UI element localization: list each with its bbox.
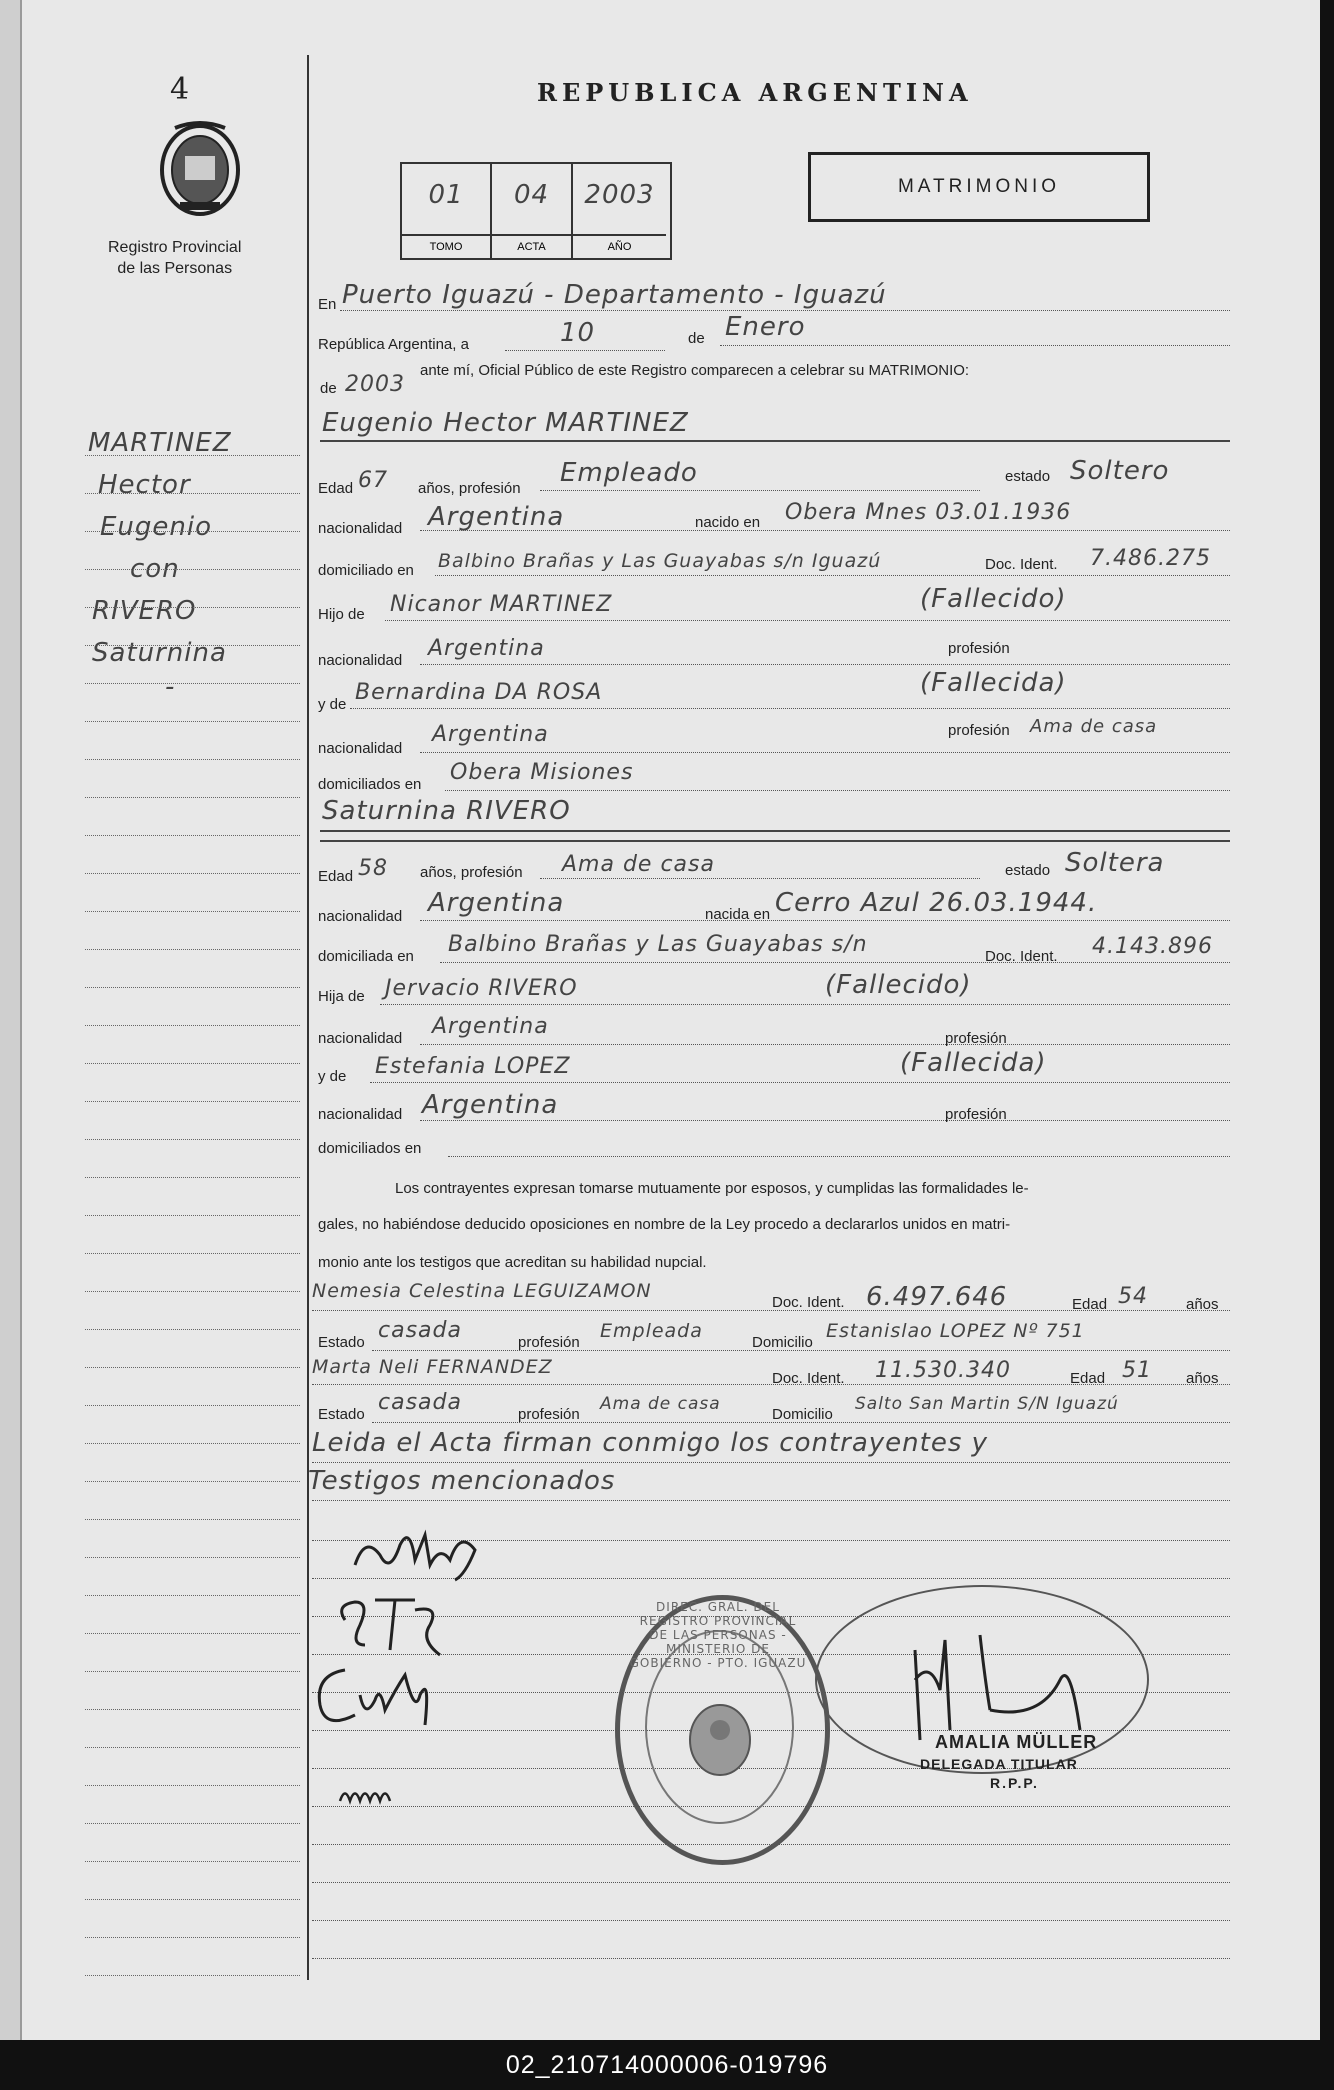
anio-value: 2003 [584,180,655,210]
tomo-label: TOMO [402,234,490,258]
tomo-cell [402,164,492,258]
margin-rule [85,1481,300,1482]
margin-rule [85,1215,300,1216]
margin-rule [85,683,300,684]
witness1-address: Estanislao LOPEZ Nº 751 [826,1320,1085,1342]
margin-rule [85,645,300,646]
rule [540,490,980,491]
edad-label: Edad [1072,1296,1108,1313]
groom-doc: 7.486.275 [1090,546,1211,571]
stamp-emblem-icon [680,1700,760,1780]
profesion-label: profesión [945,1030,1007,1047]
registry-name [108,237,241,279]
month-value: Enero [725,312,806,342]
profesion-label: profesión [518,1334,580,1351]
margin-rule [85,1747,300,1748]
body-rule [312,1882,1230,1883]
republica-label: República Argentina, a [318,336,469,353]
groom-name: Eugenio Hector MARTINEZ [322,408,689,438]
groom-father: Nicanor MARTINEZ [390,592,613,617]
country-title: REPUBLICA ARGENTINA [537,78,973,107]
witness2-signature [335,1770,405,1816]
rule [420,530,1230,531]
rule [540,878,980,879]
declaration-line-2: gales, no habiéndose deducido oposiciones en nombre de la Ley procedo a declararlos unidos en matri- [318,1216,1011,1233]
margin-divider [307,55,309,1980]
margin-rule [85,911,300,912]
coat-of-arms-icon [155,118,245,218]
tomo-value: 01 [428,180,464,210]
rule [505,350,665,351]
en-label: En [318,296,337,313]
margin-rule [85,721,300,722]
profesion-label: profesión [948,640,1010,657]
rule [720,345,1230,346]
margin-rule [85,797,300,798]
bride-mother-nationality: Argentina [422,1090,559,1120]
groom-age: 67 [358,468,388,493]
witness2-age: 51 [1122,1358,1152,1383]
nacionalidad-label: nacionalidad [318,652,403,669]
witness1-age: 54 [1118,1284,1148,1309]
groom-profession: Empleado [560,458,698,488]
profesion-label: profesión [518,1406,580,1423]
groom-birth: Obera Mnes 03.01.1936 [785,500,1072,525]
anio-cell [573,164,666,258]
witness1-signature [310,1655,440,1745]
de-label: de [688,330,705,347]
domicilio-label: Domicilio [752,1334,813,1351]
margin-note: Hector [98,470,191,500]
margin-rule [85,1709,300,1710]
witness2-doc: 11.530.340 [875,1358,1011,1383]
bride-profession: Ama de casa [562,852,715,877]
bride-mother-status: (Fallecida) [900,1048,1047,1078]
margin-rule [85,1063,300,1064]
margin-rule [85,949,300,950]
bride-address: Balbino Brañas y Las Guayabas s/n [448,932,868,957]
rule [312,1462,1230,1463]
margin-rule [85,1329,300,1330]
hijo-label: Hijo de [318,606,365,623]
groom-mother-nationality: Argentina [432,722,549,747]
nacionalidad-label: nacionalidad [318,908,403,925]
margin-rule [85,1101,300,1102]
nacionalidad-label: nacionalidad [318,1106,403,1123]
anos-label: años [1186,1370,1219,1387]
margin-rule [85,1177,300,1178]
groom-mother-profession: Ama de casa [1030,716,1158,737]
witness2-estado: casada [378,1390,462,1415]
rule [350,708,1230,709]
domiciliada-label: domiciliada en [318,948,414,965]
bride-name: Saturnina RIVERO [322,796,571,826]
anio-label: AÑO [573,234,666,258]
margin-rule [85,531,300,532]
margin-note: con [130,554,180,584]
domiciliado-label: domiciliado en [318,562,414,579]
declaration-line-1: Los contrayentes expresan tomarse mutuamente por esposos, y cumplidas las formalidades le- [395,1180,1029,1197]
act-type-label: MATRIMONIO [897,176,1061,197]
bride-father: Jervacio RIVERO [385,976,578,1001]
groom-address: Balbino Brañas y Las Guayabas s/n Iguazú [438,550,882,572]
witness2-profession: Ama de casa [600,1394,721,1414]
margin-rule [85,987,300,988]
margin-note: - [165,672,176,702]
officer-title: DELEGADA TITULAR [920,1756,1078,1772]
groom-estado: Soltero [1070,456,1170,486]
body-rule [312,1958,1230,1959]
margin-note: Eugenio [100,512,213,542]
groom-father-status: (Fallecido) [920,584,1067,614]
nacionalidad-label: nacionalidad [318,740,403,757]
margin-note: RIVERO [92,596,197,626]
groom-signature [345,1515,495,1595]
witness1-doc: 6.497.646 [866,1282,1008,1312]
rule [420,1120,1230,1121]
margin-rule [85,835,300,836]
witness1-profession: Empleada [600,1320,703,1342]
officer-name: AMALIA MÜLLER [935,1732,1098,1752]
anos-profesion-label: años, profesión [418,480,521,497]
doc-label: Doc. Ident. [985,556,1058,573]
rule [312,1384,1230,1385]
rule [420,1044,1230,1045]
groom-parents-address: Obera Misiones [450,760,634,785]
year-prefix: de [320,380,337,397]
profesion-label: profesión [945,1106,1007,1123]
witness1-estado: casada [378,1318,462,1343]
estado-label: Estado [318,1406,365,1423]
bride-father-nationality: Argentina [432,1014,549,1039]
rule [380,1004,1230,1005]
margin-rule [85,1595,300,1596]
groom-father-nationality: Argentina [428,636,545,661]
witness2-name: Marta Neli FERNANDEZ [312,1356,553,1378]
y-de-label: y de [318,696,347,713]
edad-label: Edad [318,868,354,885]
margin-rule [85,1139,300,1140]
margin-rule [85,1823,300,1824]
margin-rule [85,1291,300,1292]
officer-org: R.P.P. [990,1775,1039,1791]
estado-label: Estado [318,1334,365,1351]
rule [312,1310,1230,1311]
domiciliados-label: domiciliados en [318,1140,422,1157]
day-value: 10 [560,318,596,348]
page-number: 4 [170,72,190,107]
place-value: Puerto Iguazú - Departamento - Iguazú [342,280,887,310]
rule [320,440,1230,442]
registry-line-1: Registro Provincial [108,239,242,256]
rule [420,920,1230,921]
margin-rule [85,1671,300,1672]
margin-rule [85,873,300,874]
margin-rule [85,759,300,760]
closing-line-1: Leida el Acta firman conmigo los contrayentes y [312,1428,989,1458]
margin-rule [85,607,300,608]
bride-age: 58 [358,856,388,881]
registry-line-2: de las Personas [117,260,233,277]
rule [385,620,1230,621]
rule [440,962,1230,963]
bride-nationality: Argentina [428,888,565,918]
doc-label: Doc. Ident. [772,1370,845,1387]
margin-note: MARTINEZ [88,428,232,458]
doc-label: Doc. Ident. [772,1294,845,1311]
tomo-acta-box [400,162,672,260]
edad-label: Edad [318,480,354,497]
rule [445,790,1230,791]
groom-mother: Bernardina DA ROSA [355,680,603,705]
nacida-label: nacida en [705,906,771,923]
doc-label: Doc. Ident. [985,948,1058,965]
margin-rule [85,1937,300,1938]
round-stamp-text: DIREC. GRAL. DEL REGISTRO PROVINCIAL DE LAS PERSONAS - MINISTERIO DE GOBIERNO - PTO. IGUAZU [629,1600,807,1670]
estado-label: estado [1005,468,1051,485]
bride-doc: 4.143.896 [1092,934,1213,959]
rule [340,310,1230,311]
rule [370,1082,1230,1083]
margin-rule [85,1443,300,1444]
rule [312,1500,1230,1501]
estado-label: estado [1005,862,1051,879]
anos-label: años [1186,1296,1219,1313]
bride-estado: Soltera [1065,848,1165,878]
body-rule [312,1920,1230,1921]
rule [420,664,1230,665]
binder-edge [0,0,22,2040]
groom-mother-status: (Fallecida) [920,668,1067,698]
domiciliados-label: domiciliados en [318,776,422,793]
rule [435,575,1230,576]
margin-rule [85,493,300,494]
acta-cell [492,164,573,258]
witness1-name: Nemesia Celestina LEGUIZAMON [312,1280,652,1302]
hija-label: Hija de [318,988,365,1005]
footer-file-id: 02_210714000006-019796 [0,2040,1334,2090]
rule [320,830,1230,832]
acta-label: ACTA [492,234,571,258]
margin-rule [85,1633,300,1634]
rule [372,1350,1230,1351]
closing-line-2: Testigos mencionados [308,1466,616,1496]
margin-rule [85,1785,300,1786]
rule [320,840,1230,842]
margin-rule [85,1557,300,1558]
bride-mother: Estefania LOPEZ [375,1054,571,1079]
nacionalidad-label: nacionalidad [318,1030,403,1047]
margin-rule [85,569,300,570]
margin-rule [85,455,300,456]
nacionalidad-label: nacionalidad [318,520,403,537]
margin-note: Saturnina [92,638,227,668]
margin-rule [85,1519,300,1520]
act-type-box [808,152,1150,222]
margin-rule [85,1367,300,1368]
acta-value: 04 [513,180,550,210]
domicilio-label: Domicilio [772,1406,833,1423]
officer-signature [900,1620,1130,1750]
anos-profesion-label: años, profesión [420,864,523,881]
margin-rule [85,1405,300,1406]
rule [420,752,1230,753]
bride-birth: Cerro Azul 26.03.1944. [775,888,1098,918]
margin-rule [85,1025,300,1026]
bride-father-status: (Fallecido) [825,970,972,1000]
margin-rule [85,1975,300,1976]
nacido-label: nacido en [695,514,761,531]
groom-nationality: Argentina [428,502,565,532]
intro-text: ante mí, Oficial Público de este Registro comparecen a celebrar su MATRIMONIO: [420,362,970,379]
year-value: 2003 [345,372,405,397]
edad-label: Edad [1070,1370,1106,1387]
witness2-address: Salto San Martin S/N Iguazú [855,1394,1119,1414]
margin-rule [85,1899,300,1900]
margin-rule [85,1861,300,1862]
declaration-line-3: monio ante los testigos que acreditan su habilidad nupcial. [318,1254,707,1271]
margin-rule [85,1253,300,1254]
profesion-label: profesión [948,722,1010,739]
rule [372,1422,1230,1423]
rule [448,1156,1230,1157]
y-de-label: y de [318,1068,347,1085]
